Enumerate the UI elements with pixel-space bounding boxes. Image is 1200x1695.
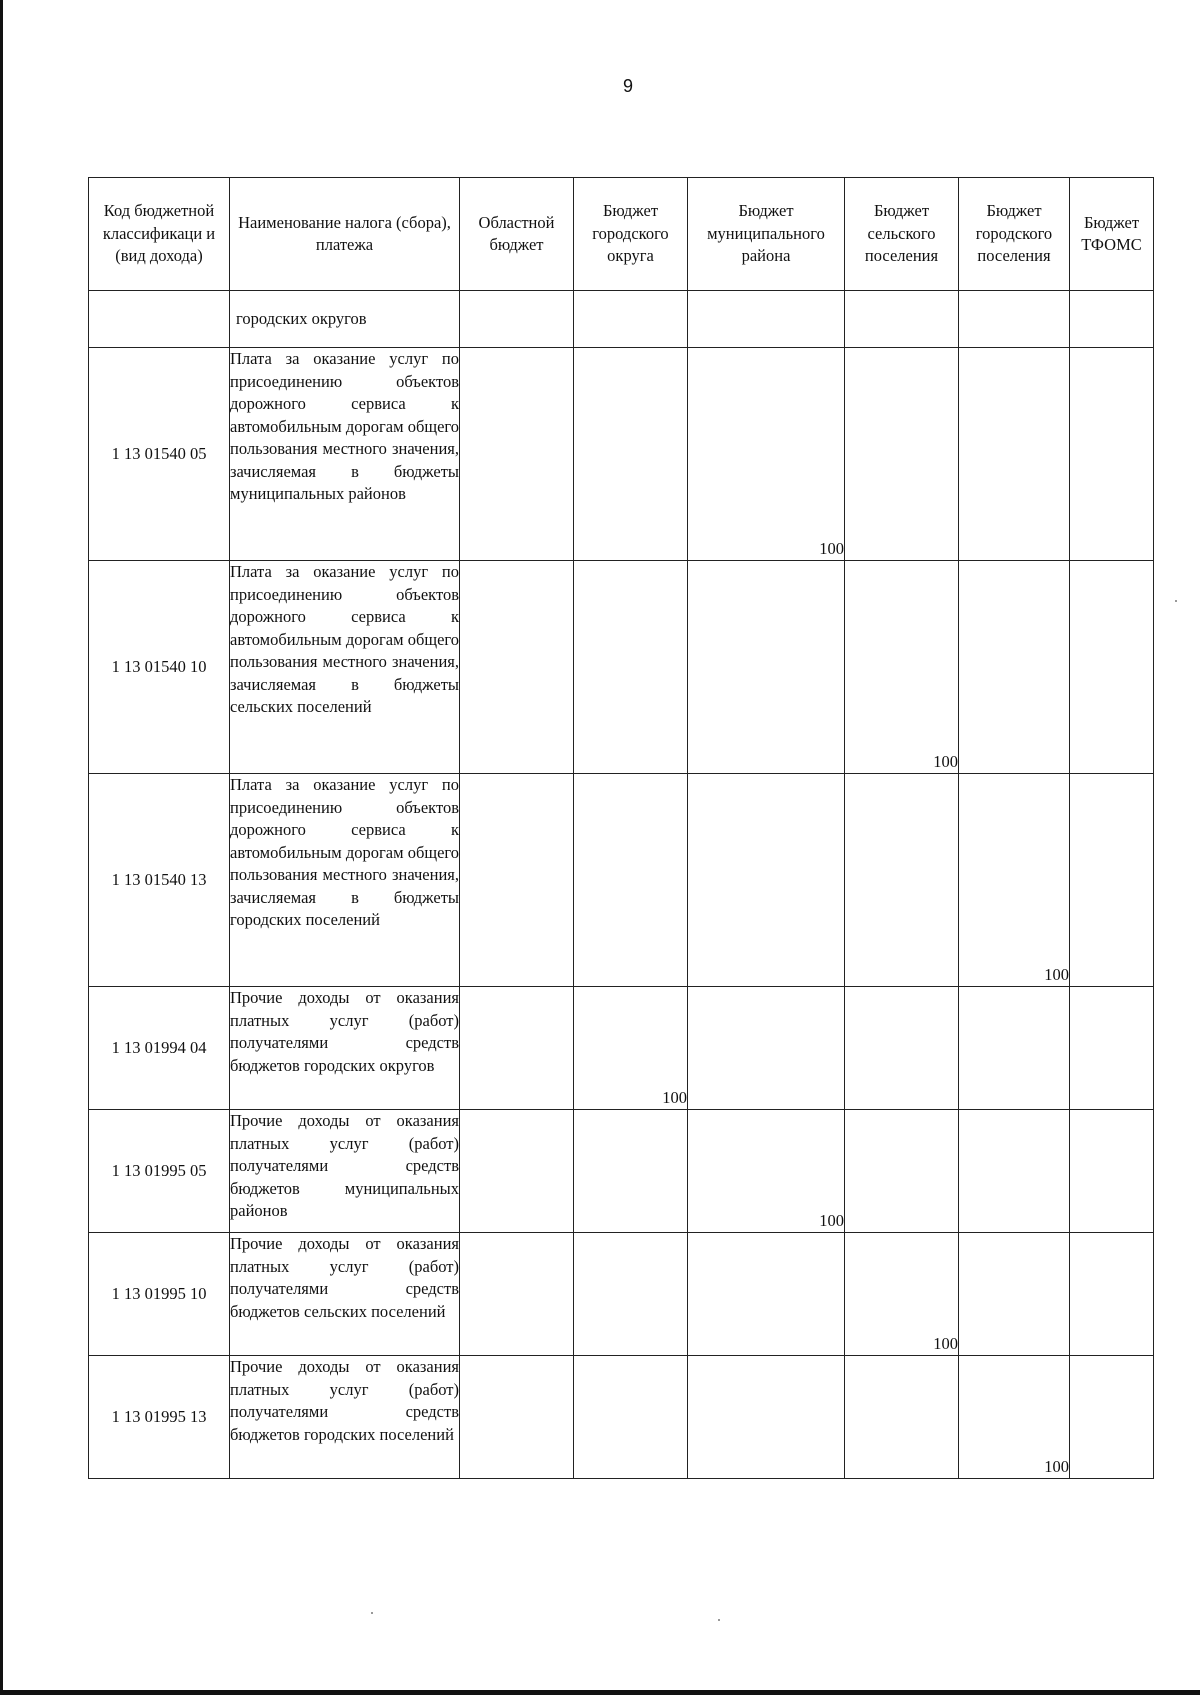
value-cell <box>460 348 574 561</box>
name-cell: Плата за оказание услуг по присоединению объектов дорожного сервиса к автомобильным дорогам общего пользования местного значения, зачисляемая в бюджеты муниципальных районов <box>230 348 460 561</box>
value-cell <box>959 1110 1070 1233</box>
table-row <box>89 561 1154 774</box>
value-cell <box>959 561 1070 774</box>
value-cell: 100 <box>845 1233 959 1356</box>
table-header-row <box>89 178 1154 291</box>
value-cell <box>845 348 959 561</box>
value-cell <box>574 561 688 774</box>
scan-speck <box>1175 600 1177 602</box>
value-cell: 100 <box>845 561 959 774</box>
value-cell <box>1070 291 1154 348</box>
scan-speck <box>371 1612 373 1614</box>
value-cell <box>688 1356 845 1479</box>
code-cell: 1 13 01994 04 <box>89 987 230 1110</box>
code-cell: 1 13 01540 05 <box>89 348 230 561</box>
name-cell: Прочие доходы от оказания платных услуг (работ) получателями средств бюджетов сельских поселений <box>230 1233 460 1356</box>
value-cell <box>574 1356 688 1479</box>
value-cell <box>574 774 688 987</box>
header-tfoms-budget: Бюджет ТФОМС <box>1070 178 1154 291</box>
value-cell <box>688 291 845 348</box>
value-cell: 100 <box>574 987 688 1110</box>
value-cell: 100 <box>959 774 1070 987</box>
name-cell: Прочие доходы от оказания платных услуг (работ) получателями средств бюджетов городских поселений <box>230 1356 460 1479</box>
table-row <box>89 1356 1154 1479</box>
code-cell: 1 13 01540 13 <box>89 774 230 987</box>
value-cell <box>959 987 1070 1110</box>
code-cell: 1 13 01995 13 <box>89 1356 230 1479</box>
header-name: Наименование налога (сбора), платежа <box>230 178 460 291</box>
header-regional-budget: Областной бюджет <box>460 178 574 291</box>
scan-speck <box>718 1619 720 1621</box>
value-cell <box>1070 1356 1154 1479</box>
header-city-district-budget: Бюджет городского округа <box>574 178 688 291</box>
code-cell: 1 13 01995 10 <box>89 1233 230 1356</box>
value-cell <box>688 1233 845 1356</box>
scan-border-left <box>0 0 3 1695</box>
value-cell <box>688 774 845 987</box>
value-cell <box>688 561 845 774</box>
header-rural-settlement-budget: Бюджет сельского поселения <box>845 178 959 291</box>
table-row <box>89 291 1154 348</box>
table-row <box>89 1233 1154 1356</box>
scan-border-bottom <box>0 1690 1200 1695</box>
value-cell <box>1070 987 1154 1110</box>
value-cell <box>1070 1233 1154 1356</box>
value-cell <box>688 987 845 1110</box>
value-cell <box>1070 348 1154 561</box>
value-cell <box>574 348 688 561</box>
value-cell <box>460 1233 574 1356</box>
value-cell <box>460 1356 574 1479</box>
name-cell: Плата за оказание услуг по присоединению объектов дорожного сервиса к автомобильным дорогам общего пользования местного значения, зачисляемая в бюджеты городских поселений <box>230 774 460 987</box>
value-cell <box>574 291 688 348</box>
name-cell: Прочие доходы от оказания платных услуг (работ) получателями средств бюджетов городских округов <box>230 987 460 1110</box>
value-cell <box>460 774 574 987</box>
header-code: Код бюджетной классификаци и (вид дохода) <box>89 178 230 291</box>
code-cell: 1 13 01995 05 <box>89 1110 230 1233</box>
budget-revenue-table <box>88 177 1154 1479</box>
code-cell <box>89 291 230 348</box>
header-municipal-district-budget: Бюджет муниципального района <box>688 178 845 291</box>
value-cell <box>1070 1110 1154 1233</box>
value-cell <box>845 987 959 1110</box>
value-cell <box>959 1233 1070 1356</box>
table-row <box>89 1110 1154 1233</box>
name-cell: городских округов <box>230 291 460 348</box>
value-cell <box>845 1356 959 1479</box>
value-cell: 100 <box>959 1356 1070 1479</box>
value-cell <box>959 348 1070 561</box>
value-cell <box>1070 561 1154 774</box>
value-cell <box>845 774 959 987</box>
value-cell <box>845 1110 959 1233</box>
value-cell <box>460 561 574 774</box>
value-cell: 100 <box>688 348 845 561</box>
value-cell <box>460 1110 574 1233</box>
code-cell: 1 13 01540 10 <box>89 561 230 774</box>
header-urban-settlement-budget: Бюджет городского поселения <box>959 178 1070 291</box>
table-row <box>89 987 1154 1110</box>
value-cell: 100 <box>688 1110 845 1233</box>
value-cell <box>959 291 1070 348</box>
table-row <box>89 348 1154 561</box>
value-cell <box>845 291 959 348</box>
value-cell <box>460 987 574 1110</box>
name-cell: Плата за оказание услуг по присоединению объектов дорожного сервиса к автомобильным дорогам общего пользования местного значения, зачисляемая в бюджеты сельских поселений <box>230 561 460 774</box>
value-cell <box>1070 774 1154 987</box>
value-cell <box>460 291 574 348</box>
value-cell <box>574 1110 688 1233</box>
table-row <box>89 774 1154 987</box>
name-cell: Прочие доходы от оказания платных услуг (работ) получателями средств бюджетов муниципальных районов <box>230 1110 460 1233</box>
value-cell <box>574 1233 688 1356</box>
page-number: 9 <box>622 76 633 96</box>
